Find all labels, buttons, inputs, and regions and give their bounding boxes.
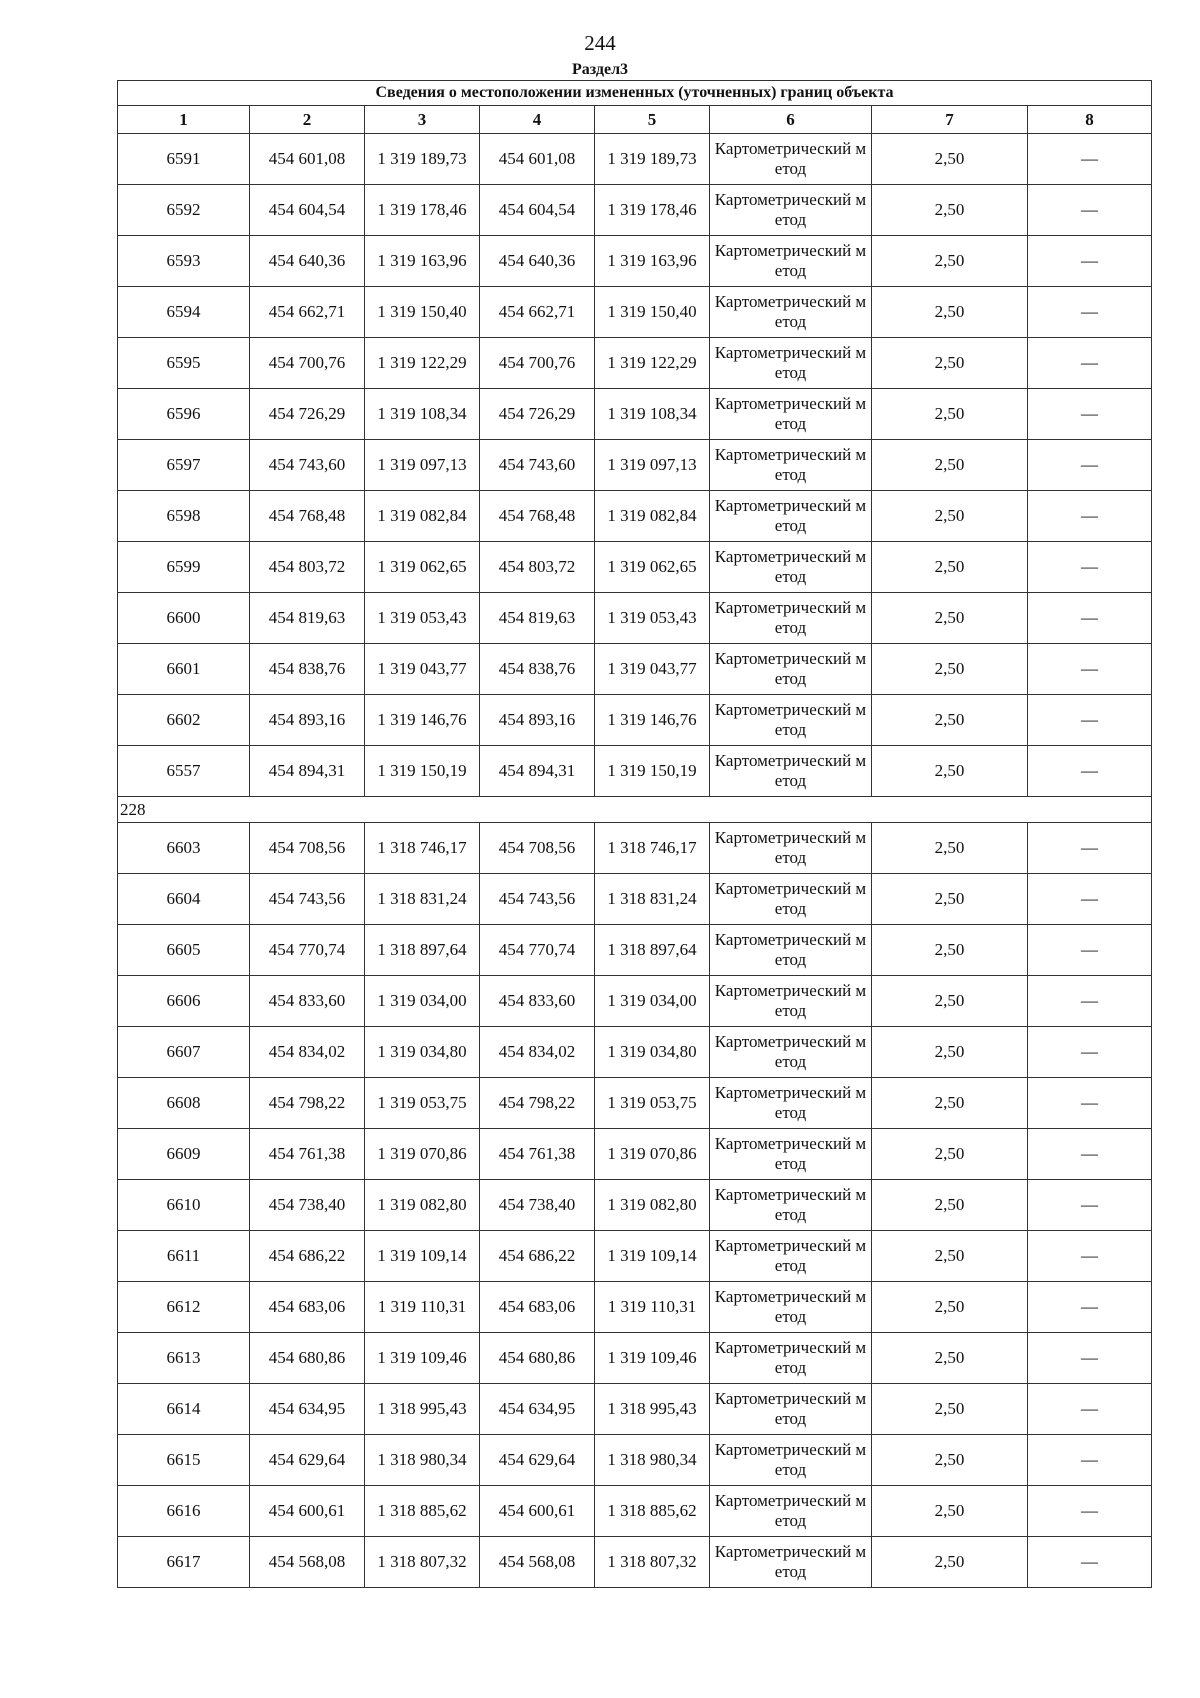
method-cell: Картометрический метод [710, 1180, 872, 1231]
new-x-cell: 454 634,95 [480, 1384, 595, 1435]
existing-x-cell: 454 819,63 [250, 593, 365, 644]
table-row [118, 134, 1152, 185]
table-row [118, 389, 1152, 440]
method-cell: Картометрический метод [710, 491, 872, 542]
new-x-cell: 454 819,63 [480, 593, 595, 644]
point-number-cell: 6592 [118, 185, 250, 236]
table-row [118, 695, 1152, 746]
table-row [118, 1180, 1152, 1231]
existing-x-cell: 454 768,48 [250, 491, 365, 542]
table-row [118, 1537, 1152, 1588]
new-x-cell: 454 640,36 [480, 236, 595, 287]
description-cell: — [1028, 976, 1152, 1027]
table-body [118, 134, 1152, 1588]
point-number-cell: 6593 [118, 236, 250, 287]
description-cell: — [1028, 389, 1152, 440]
column-number-2: 2 [250, 106, 365, 134]
existing-x-cell: 454 726,29 [250, 389, 365, 440]
existing-x-cell: 454 680,86 [250, 1333, 365, 1384]
accuracy-cell: 2,50 [872, 236, 1028, 287]
accuracy-cell: 2,50 [872, 338, 1028, 389]
new-y-cell: 1 319 109,46 [595, 1333, 710, 1384]
accuracy-cell: 2,50 [872, 1027, 1028, 1078]
existing-y-cell: 1 319 163,96 [365, 236, 480, 287]
accuracy-cell: 2,50 [872, 1231, 1028, 1282]
new-y-cell: 1 319 043,77 [595, 644, 710, 695]
accuracy-cell: 2,50 [872, 440, 1028, 491]
new-x-cell: 454 568,08 [480, 1537, 595, 1588]
point-number-cell: 6602 [118, 695, 250, 746]
accuracy-cell: 2,50 [872, 185, 1028, 236]
method-cell: Картометрический метод [710, 1435, 872, 1486]
new-y-cell: 1 319 082,84 [595, 491, 710, 542]
existing-y-cell: 1 318 897,64 [365, 925, 480, 976]
description-cell: — [1028, 542, 1152, 593]
existing-x-cell: 454 893,16 [250, 695, 365, 746]
new-y-cell: 1 318 885,62 [595, 1486, 710, 1537]
new-x-cell: 454 743,56 [480, 874, 595, 925]
description-cell: — [1028, 874, 1152, 925]
accuracy-cell: 2,50 [872, 644, 1028, 695]
existing-y-cell: 1 319 062,65 [365, 542, 480, 593]
new-y-cell: 1 318 897,64 [595, 925, 710, 976]
table-row [118, 287, 1152, 338]
point-number-cell: 6601 [118, 644, 250, 695]
table-row [118, 542, 1152, 593]
new-x-cell: 454 683,06 [480, 1282, 595, 1333]
point-number-cell: 6604 [118, 874, 250, 925]
new-x-cell: 454 726,29 [480, 389, 595, 440]
existing-y-cell: 1 319 043,77 [365, 644, 480, 695]
description-cell: — [1028, 823, 1152, 874]
table-row [118, 185, 1152, 236]
new-x-cell: 454 708,56 [480, 823, 595, 874]
existing-y-cell: 1 319 082,80 [365, 1180, 480, 1231]
new-x-cell: 454 601,08 [480, 134, 595, 185]
description-cell: — [1028, 1333, 1152, 1384]
new-x-cell: 454 893,16 [480, 695, 595, 746]
table-row [118, 1435, 1152, 1486]
new-y-cell: 1 319 070,86 [595, 1129, 710, 1180]
existing-x-cell: 454 894,31 [250, 746, 365, 797]
method-cell: Картометрический метод [710, 389, 872, 440]
accuracy-cell: 2,50 [872, 695, 1028, 746]
point-number-cell: 6606 [118, 976, 250, 1027]
method-cell: Картометрический метод [710, 593, 872, 644]
existing-y-cell: 1 319 082,84 [365, 491, 480, 542]
accuracy-cell: 2,50 [872, 1486, 1028, 1537]
accuracy-cell: 2,50 [872, 1129, 1028, 1180]
method-cell: Картометрический метод [710, 542, 872, 593]
existing-y-cell: 1 318 807,32 [365, 1537, 480, 1588]
table-row [118, 925, 1152, 976]
accuracy-cell: 2,50 [872, 746, 1028, 797]
column-number-5: 5 [595, 106, 710, 134]
new-y-cell: 1 319 150,40 [595, 287, 710, 338]
existing-x-cell: 454 686,22 [250, 1231, 365, 1282]
table-row [118, 491, 1152, 542]
existing-x-cell: 454 601,08 [250, 134, 365, 185]
new-x-cell: 454 770,74 [480, 925, 595, 976]
point-number-cell: 6609 [118, 1129, 250, 1180]
table-caption: Сведения о местоположении измененных (уточненных) границ объекта [118, 81, 1152, 106]
column-number-1: 1 [118, 106, 250, 134]
table-row [118, 338, 1152, 389]
method-cell: Картометрический метод [710, 976, 872, 1027]
new-y-cell: 1 318 980,34 [595, 1435, 710, 1486]
method-cell: Картометрический метод [710, 236, 872, 287]
new-x-cell: 454 834,02 [480, 1027, 595, 1078]
description-cell: — [1028, 695, 1152, 746]
column-number-row [118, 106, 1152, 134]
page-number: 244 [584, 31, 616, 55]
table-row [118, 1129, 1152, 1180]
point-number-cell: 6617 [118, 1537, 250, 1588]
existing-x-cell: 454 629,64 [250, 1435, 365, 1486]
existing-x-cell: 454 662,71 [250, 287, 365, 338]
group-label: 228 [118, 797, 1152, 823]
new-y-cell: 1 318 807,32 [595, 1537, 710, 1588]
point-number-cell: 6608 [118, 1078, 250, 1129]
column-number-6: 6 [710, 106, 872, 134]
new-x-cell: 454 600,61 [480, 1486, 595, 1537]
accuracy-cell: 2,50 [872, 491, 1028, 542]
column-number-7: 7 [872, 106, 1028, 134]
existing-y-cell: 1 319 146,76 [365, 695, 480, 746]
new-y-cell: 1 318 746,17 [595, 823, 710, 874]
new-x-cell: 454 798,22 [480, 1078, 595, 1129]
existing-x-cell: 454 640,36 [250, 236, 365, 287]
boundary-coordinates-table [117, 80, 1152, 1588]
description-cell: — [1028, 491, 1152, 542]
description-cell: — [1028, 338, 1152, 389]
existing-y-cell: 1 319 110,31 [365, 1282, 480, 1333]
table-row [118, 593, 1152, 644]
point-number-cell: 6616 [118, 1486, 250, 1537]
description-cell: — [1028, 185, 1152, 236]
point-number-cell: 6597 [118, 440, 250, 491]
method-cell: Картометрический метод [710, 1027, 872, 1078]
new-y-cell: 1 319 062,65 [595, 542, 710, 593]
point-number-cell: 6594 [118, 287, 250, 338]
new-y-cell: 1 319 189,73 [595, 134, 710, 185]
new-y-cell: 1 319 110,31 [595, 1282, 710, 1333]
existing-x-cell: 454 798,22 [250, 1078, 365, 1129]
method-cell: Картометрический метод [710, 287, 872, 338]
new-x-cell: 454 604,54 [480, 185, 595, 236]
existing-y-cell: 1 319 053,43 [365, 593, 480, 644]
description-cell: — [1028, 1435, 1152, 1486]
new-y-cell: 1 319 108,34 [595, 389, 710, 440]
accuracy-cell: 2,50 [872, 1537, 1028, 1588]
group-row [118, 797, 1152, 823]
method-cell: Картометрический метод [710, 440, 872, 491]
description-cell: — [1028, 925, 1152, 976]
new-x-cell: 454 738,40 [480, 1180, 595, 1231]
point-number-cell: 6613 [118, 1333, 250, 1384]
new-x-cell: 454 833,60 [480, 976, 595, 1027]
existing-y-cell: 1 319 070,86 [365, 1129, 480, 1180]
new-y-cell: 1 319 109,14 [595, 1231, 710, 1282]
description-cell: — [1028, 1537, 1152, 1588]
existing-x-cell: 454 683,06 [250, 1282, 365, 1333]
existing-x-cell: 454 708,56 [250, 823, 365, 874]
accuracy-cell: 2,50 [872, 1333, 1028, 1384]
point-number-cell: 6610 [118, 1180, 250, 1231]
method-cell: Картометрический метод [710, 644, 872, 695]
method-cell: Картометрический метод [710, 185, 872, 236]
existing-x-cell: 454 833,60 [250, 976, 365, 1027]
new-y-cell: 1 319 122,29 [595, 338, 710, 389]
method-cell: Картометрический метод [710, 1333, 872, 1384]
existing-y-cell: 1 319 109,14 [365, 1231, 480, 1282]
method-cell: Картометрический метод [710, 1231, 872, 1282]
new-x-cell: 454 700,76 [480, 338, 595, 389]
description-cell: — [1028, 746, 1152, 797]
existing-x-cell: 454 738,40 [250, 1180, 365, 1231]
point-number-cell: 6603 [118, 823, 250, 874]
existing-x-cell: 454 743,60 [250, 440, 365, 491]
accuracy-cell: 2,50 [872, 287, 1028, 338]
existing-y-cell: 1 319 122,29 [365, 338, 480, 389]
description-cell: — [1028, 1231, 1152, 1282]
table-row [118, 1078, 1152, 1129]
point-number-cell: 6596 [118, 389, 250, 440]
new-y-cell: 1 319 146,76 [595, 695, 710, 746]
new-x-cell: 454 803,72 [480, 542, 595, 593]
existing-x-cell: 454 761,38 [250, 1129, 365, 1180]
existing-y-cell: 1 319 053,75 [365, 1078, 480, 1129]
table-row [118, 236, 1152, 287]
method-cell: Картометрический метод [710, 134, 872, 185]
existing-x-cell: 454 743,56 [250, 874, 365, 925]
point-number-cell: 6605 [118, 925, 250, 976]
existing-y-cell: 1 319 034,00 [365, 976, 480, 1027]
accuracy-cell: 2,50 [872, 134, 1028, 185]
description-cell: — [1028, 440, 1152, 491]
new-x-cell: 454 743,60 [480, 440, 595, 491]
existing-y-cell: 1 319 109,46 [365, 1333, 480, 1384]
table-row [118, 976, 1152, 1027]
method-cell: Картометрический метод [710, 1486, 872, 1537]
table-row [118, 874, 1152, 925]
accuracy-cell: 2,50 [872, 1078, 1028, 1129]
existing-x-cell: 454 803,72 [250, 542, 365, 593]
existing-y-cell: 1 319 150,19 [365, 746, 480, 797]
new-x-cell: 454 768,48 [480, 491, 595, 542]
new-y-cell: 1 319 034,80 [595, 1027, 710, 1078]
new-x-cell: 454 629,64 [480, 1435, 595, 1486]
description-cell: — [1028, 236, 1152, 287]
method-cell: Картометрический метод [710, 695, 872, 746]
section-title: Раздел3 [571, 61, 629, 78]
method-cell: Картометрический метод [710, 746, 872, 797]
description-cell: — [1028, 593, 1152, 644]
accuracy-cell: 2,50 [872, 1180, 1028, 1231]
method-cell: Картометрический метод [710, 1129, 872, 1180]
existing-y-cell: 1 319 189,73 [365, 134, 480, 185]
existing-x-cell: 454 700,76 [250, 338, 365, 389]
method-cell: Картометрический метод [710, 823, 872, 874]
method-cell: Картометрический метод [710, 1537, 872, 1588]
accuracy-cell: 2,50 [872, 1384, 1028, 1435]
table-row [118, 1231, 1152, 1282]
existing-y-cell: 1 318 885,62 [365, 1486, 480, 1537]
method-cell: Картометрический метод [710, 1078, 872, 1129]
description-cell: — [1028, 1282, 1152, 1333]
existing-x-cell: 454 838,76 [250, 644, 365, 695]
table-row [118, 823, 1152, 874]
accuracy-cell: 2,50 [872, 542, 1028, 593]
existing-y-cell: 1 319 108,34 [365, 389, 480, 440]
accuracy-cell: 2,50 [872, 1282, 1028, 1333]
description-cell: — [1028, 1027, 1152, 1078]
column-number-4: 4 [480, 106, 595, 134]
existing-x-cell: 454 770,74 [250, 925, 365, 976]
accuracy-cell: 2,50 [872, 823, 1028, 874]
table-row [118, 1384, 1152, 1435]
method-cell: Картометрический метод [710, 338, 872, 389]
point-number-cell: 6595 [118, 338, 250, 389]
accuracy-cell: 2,50 [872, 976, 1028, 1027]
existing-y-cell: 1 318 995,43 [365, 1384, 480, 1435]
description-cell: — [1028, 644, 1152, 695]
new-y-cell: 1 319 053,43 [595, 593, 710, 644]
new-x-cell: 454 680,86 [480, 1333, 595, 1384]
point-number-cell: 6599 [118, 542, 250, 593]
existing-y-cell: 1 318 746,17 [365, 823, 480, 874]
point-number-cell: 6611 [118, 1231, 250, 1282]
method-cell: Картометрический метод [710, 874, 872, 925]
existing-y-cell: 1 319 178,46 [365, 185, 480, 236]
description-cell: — [1028, 1384, 1152, 1435]
point-number-cell: 6607 [118, 1027, 250, 1078]
description-cell: — [1028, 134, 1152, 185]
new-y-cell: 1 319 178,46 [595, 185, 710, 236]
point-number-cell: 6612 [118, 1282, 250, 1333]
description-cell: — [1028, 1129, 1152, 1180]
description-cell: — [1028, 1078, 1152, 1129]
point-number-cell: 6591 [118, 134, 250, 185]
new-x-cell: 454 761,38 [480, 1129, 595, 1180]
new-x-cell: 454 894,31 [480, 746, 595, 797]
new-y-cell: 1 319 163,96 [595, 236, 710, 287]
new-y-cell: 1 318 831,24 [595, 874, 710, 925]
table-row [118, 746, 1152, 797]
table-row [118, 644, 1152, 695]
existing-x-cell: 454 600,61 [250, 1486, 365, 1537]
existing-y-cell: 1 318 831,24 [365, 874, 480, 925]
description-cell: — [1028, 1486, 1152, 1537]
new-y-cell: 1 319 097,13 [595, 440, 710, 491]
new-y-cell: 1 319 034,00 [595, 976, 710, 1027]
column-number-3: 3 [365, 106, 480, 134]
column-number-8: 8 [1028, 106, 1152, 134]
table-row [118, 1486, 1152, 1537]
accuracy-cell: 2,50 [872, 925, 1028, 976]
method-cell: Картометрический метод [710, 1282, 872, 1333]
new-y-cell: 1 319 053,75 [595, 1078, 710, 1129]
table-row [118, 1027, 1152, 1078]
point-number-cell: 6614 [118, 1384, 250, 1435]
point-number-cell: 6557 [118, 746, 250, 797]
new-y-cell: 1 319 150,19 [595, 746, 710, 797]
existing-x-cell: 454 834,02 [250, 1027, 365, 1078]
point-number-cell: 6598 [118, 491, 250, 542]
accuracy-cell: 2,50 [872, 874, 1028, 925]
accuracy-cell: 2,50 [872, 389, 1028, 440]
accuracy-cell: 2,50 [872, 593, 1028, 644]
existing-x-cell: 454 568,08 [250, 1537, 365, 1588]
method-cell: Картометрический метод [710, 925, 872, 976]
new-y-cell: 1 319 082,80 [595, 1180, 710, 1231]
existing-y-cell: 1 318 980,34 [365, 1435, 480, 1486]
accuracy-cell: 2,50 [872, 1435, 1028, 1486]
method-cell: Картометрический метод [710, 1384, 872, 1435]
existing-x-cell: 454 604,54 [250, 185, 365, 236]
table-row [118, 1333, 1152, 1384]
table-row [118, 440, 1152, 491]
description-cell: — [1028, 1180, 1152, 1231]
table-row [118, 1282, 1152, 1333]
existing-y-cell: 1 319 097,13 [365, 440, 480, 491]
new-y-cell: 1 318 995,43 [595, 1384, 710, 1435]
existing-x-cell: 454 634,95 [250, 1384, 365, 1435]
existing-y-cell: 1 319 150,40 [365, 287, 480, 338]
point-number-cell: 6600 [118, 593, 250, 644]
existing-y-cell: 1 319 034,80 [365, 1027, 480, 1078]
point-number-cell: 6615 [118, 1435, 250, 1486]
description-cell: — [1028, 287, 1152, 338]
new-x-cell: 454 686,22 [480, 1231, 595, 1282]
new-x-cell: 454 838,76 [480, 644, 595, 695]
new-x-cell: 454 662,71 [480, 287, 595, 338]
